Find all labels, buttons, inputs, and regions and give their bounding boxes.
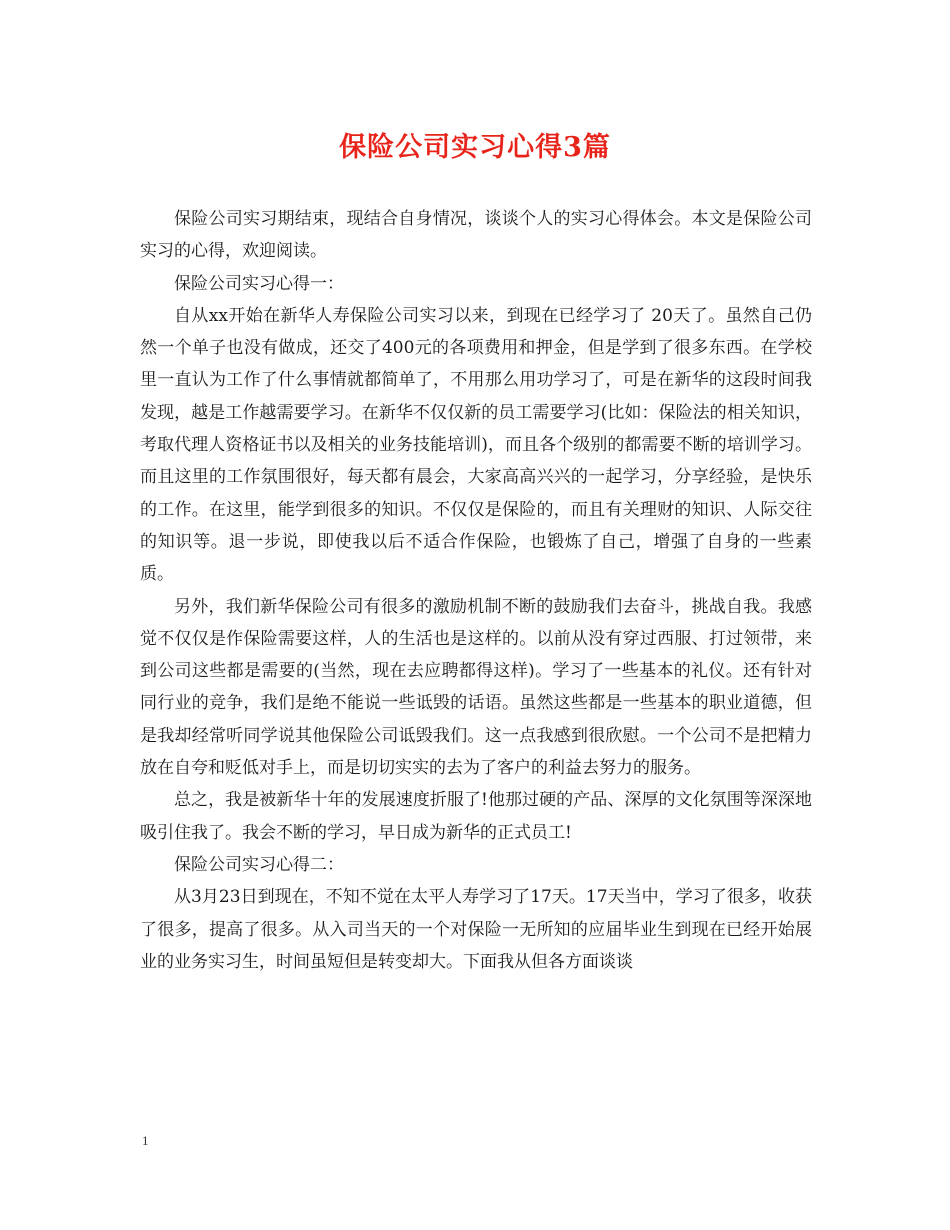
section-heading-1: 保险公司实习心得一： xyxy=(174,273,344,294)
page-number: 1 xyxy=(142,1133,149,1148)
paragraph-intro: 保险公司实习期结束，现结合自身情况，谈谈个人的实习心得体会。本文是保险公司实习的心得，欢迎阅读。 xyxy=(140,209,812,262)
document-title: 保险公司实习心得3篇 xyxy=(339,132,611,163)
section-heading-2: 保险公司实习心得二： xyxy=(174,854,344,875)
paragraph: 自从xx开始在新华人寿保险公司实习以来，到现在已经学习了 20天了。虽然自己仍然一个单子也没有做成，还交了400元的各项费用和押金，但是学到了很多东西。在学校里一直认为工作了什么事情就都简单了，不用那么用功学习了，可是在新华的这段时间我发现，越是工作越需要学习。在新华不仅仅新的员工需要学习(比如：保险法的相关知识，考取代理人资格证书以及相关的业务技能培训)，而且各个级别的都需要不断的培训学习。而且这里的工作氛围很好，每天都有晨会，大家高高兴兴的一起学习，分享经验，是快乐的工作。在这里，能学到很多的知识。不仅仅是保险的，而且有关理财的知识、人际交往的知识等。退一步说，即使我以后不适合作保险，也锻炼了自己，增强了自身的一些素质。 xyxy=(140,305,812,585)
document-body xyxy=(140,203,812,978)
paragraph: 总之，我是被新华十年的发展速度折服了!他那过硬的产品、深厚的文化氛围等深深地吸引住我了。我会不断的学习，早日成为新华的正式员工! xyxy=(140,790,812,843)
paragraph: 从3月23日到现在，不知不觉在太平人寿学习了17天。17天当中，学习了很多，收获了很多，提高了很多。从入司当天的一个对保险一无所知的应届毕业生到现在已经开始展业的业务实习生，时间虽短但是转变却大。下面我从但各方面谈谈 xyxy=(140,887,812,972)
paragraph: 另外，我们新华保险公司有很多的激励机制不断的鼓励我们去奋斗，挑战自我。我感觉不仅仅是作保险需要这样，人的生活也是这样的。以前从没有穿过西服、打过领带，来到公司这些都是需要的(当然，现在去应聘都得这样)。学习了一些基本的礼仪。还有针对同行业的竞争，我们是绝不能说一些诋毁的话语。虽然这些都是一些基本的职业道德，但是我却经常听同学说其他保险公司诋毁我们。这一点我感到很欣慰。一个公司不是把精力放在自夸和贬低对手上，而是切切实实的去为了客户的利益去努力的服务。 xyxy=(140,596,812,779)
